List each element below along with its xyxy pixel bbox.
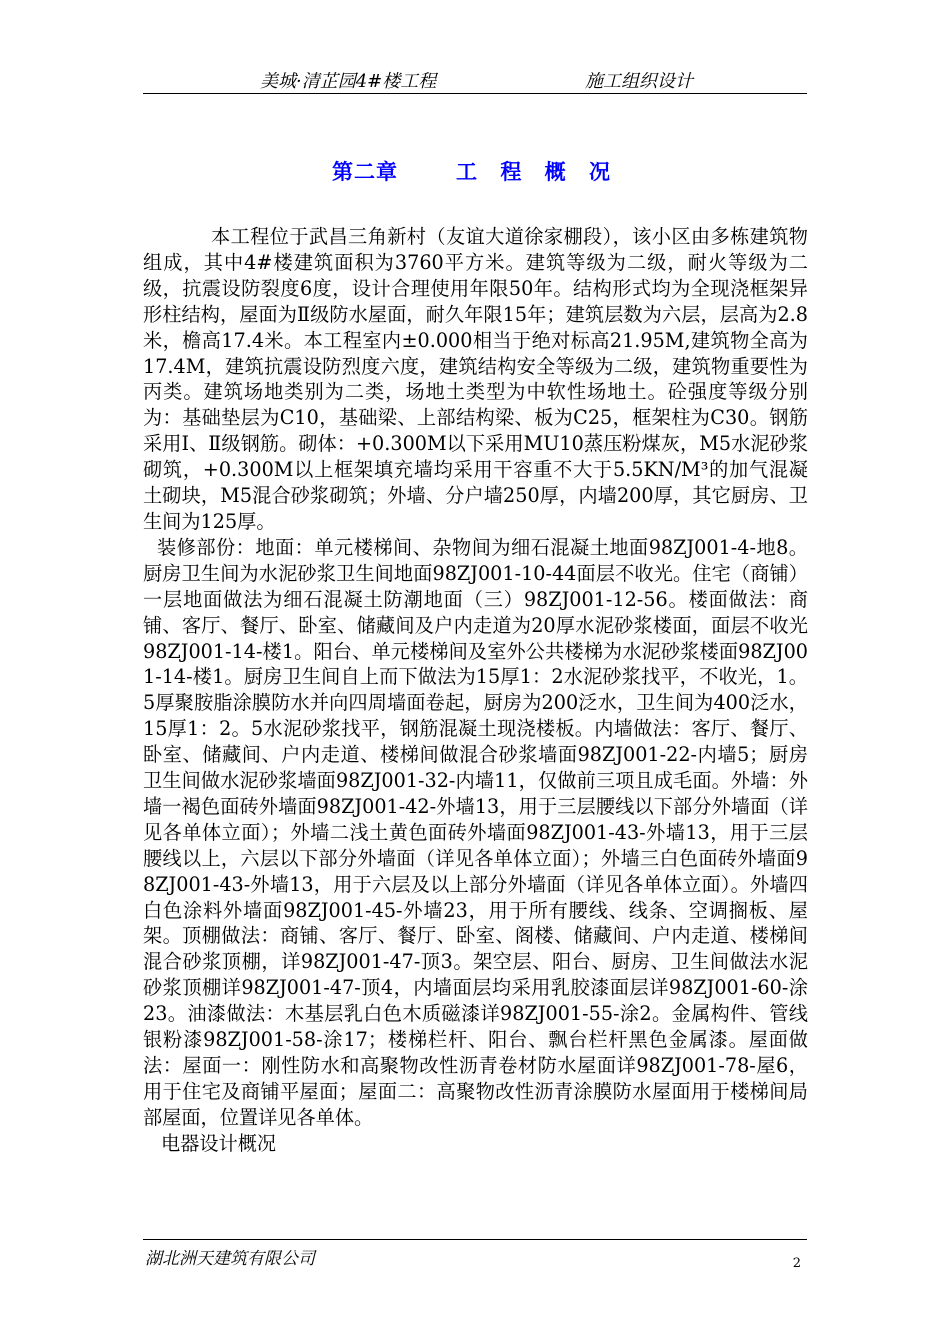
page-footer: [143, 1239, 807, 1276]
chapter-title: 工 程 概 况: [456, 160, 618, 184]
overview-paragraph: 本工程位于武昌三角新村（友谊大道徐家棚段），该小区由多栋建筑物组成，其中4#楼建筑面积为3760平方米。建筑等级为二级，耐火等级为二级，抗震设防裂度6度，设计合理使用年限50年。结构形式均为全现浇框架异形柱结构，屋面为Ⅱ级防水屋面，耐久年限15年；建筑层数为六层，层高为2.8米，檐高17.4米。本工程室内±0.000相当于绝对标高21.95M,建筑物全高为17.4M，建筑抗震设防烈度六度，建筑结构安全等级为二级，建筑物重要性为丙类。建筑场地类别为二类，场地土类型为中软性场地土。砼强度等级分别为：基础垫层为C10，基础梁、上部结构梁、板为C25，框架柱为C30。钢筋采用Ⅰ、Ⅱ级钢筋。砌体：+0.300M以下采用MU10蒸压粉煤灰，M5水泥砂浆砌筑，+0.300M以上框架填充墙均采用干容重不大于5.5KN/M³的加气混凝土砌块，M5混合砂浆砌筑；外墙、分户墙250厚，内墙200厚，其它厨房、卫生间为125厚。: [143, 225, 808, 533]
chapter-heading: [0, 156, 950, 186]
document-body: [143, 224, 808, 1157]
page-number: 2: [792, 1256, 801, 1271]
page-header: [143, 63, 807, 94]
electrical-heading: 电器设计概况: [161, 1131, 277, 1155]
footer-company-name: 湖北洲天建筑有限公司: [145, 1249, 315, 1269]
header-document-type: 施工组织设计: [585, 71, 693, 92]
chapter-number: 第二章: [332, 160, 399, 184]
header-project-name: 美城·清芷园4#楼工程: [260, 71, 437, 92]
decoration-paragraph: 装修部份：地面：单元楼梯间、杂物间为细石混凝土地面98ZJ001-4-地8。厨房卫生间为水泥砂浆卫生间地面98ZJ001-10-44面层不收光。住宅（商铺）一层地面做法为细石混凝土防潮地面（三）98ZJ001-12-56。楼面做法：商铺、客厅、餐厅、卧室、储藏间及户内走道为20厚水泥砂浆楼面，面层不收光98ZJ001-14-楼1。阳台、单元楼梯间及室外公共楼梯为水泥砂浆楼面98ZJ001-14-楼1。厨房卫生间自上而下做法为15厚1：2水泥砂浆找平，不收光，1。5厚聚胺脂涂膜防水并向四周墙面卷起，厨房为200泛水，卫生间为400泛水，15厚1：2。5水泥砂浆找平，钢筋混凝土现浇楼板。内墙做法：客厅、餐厅、卧室、储藏间、户内走道、楼梯间做混合砂浆墙面98ZJ001-22-内墙5；厨房卫生间做水泥砂浆墙面98ZJ001-32-内墙11，仅做前三项且成毛面。外墙：外墙一褐色面砖外墙面98ZJ001-42-外墙13，用于三层腰线以下部分外墙面（详见各单体立面）；外墙二浅土黄色面砖外墙面98ZJ001-43-外墙13，用于三层腰线以上，六层以下部分外墙面（详见各单体立面）；外墙三白色面砖外墙面98ZJ001-43-外墙13，用于六层及以上部分外墙面（详见各单体立面）。外墙四白色涂料外墙面98ZJ001-45-外墙23，用于所有腰线、线条、空调搁板、屋架。顶棚做法：商铺、客厅、餐厅、卧室、阁楼、储藏间、户内走道、楼梯间混合砂浆顶棚，详98ZJ001-47-顶3。架空层、阳台、厨房、卫生间做法水泥砂浆顶棚详98ZJ001-47-顶4，内墙面层均采用乳胶漆面层详98ZJ001-60-涂23。油漆做法：木基层乳白色木质磁漆详98ZJ001-55-涂2。金属构件、管线银粉漆98ZJ001-58-涂17；楼梯栏杆、阳台、飘台栏杆黑色金属漆。屋面做法：屋面一：刚性防水和高聚物改性沥青卷材防水屋面详98ZJ001-78-屋6，用于住宅及商铺平屋面；屋面二：高聚物改性沥青涂膜防水屋面用于楼梯间局部屋面，位置详见各单体。: [143, 535, 808, 1129]
